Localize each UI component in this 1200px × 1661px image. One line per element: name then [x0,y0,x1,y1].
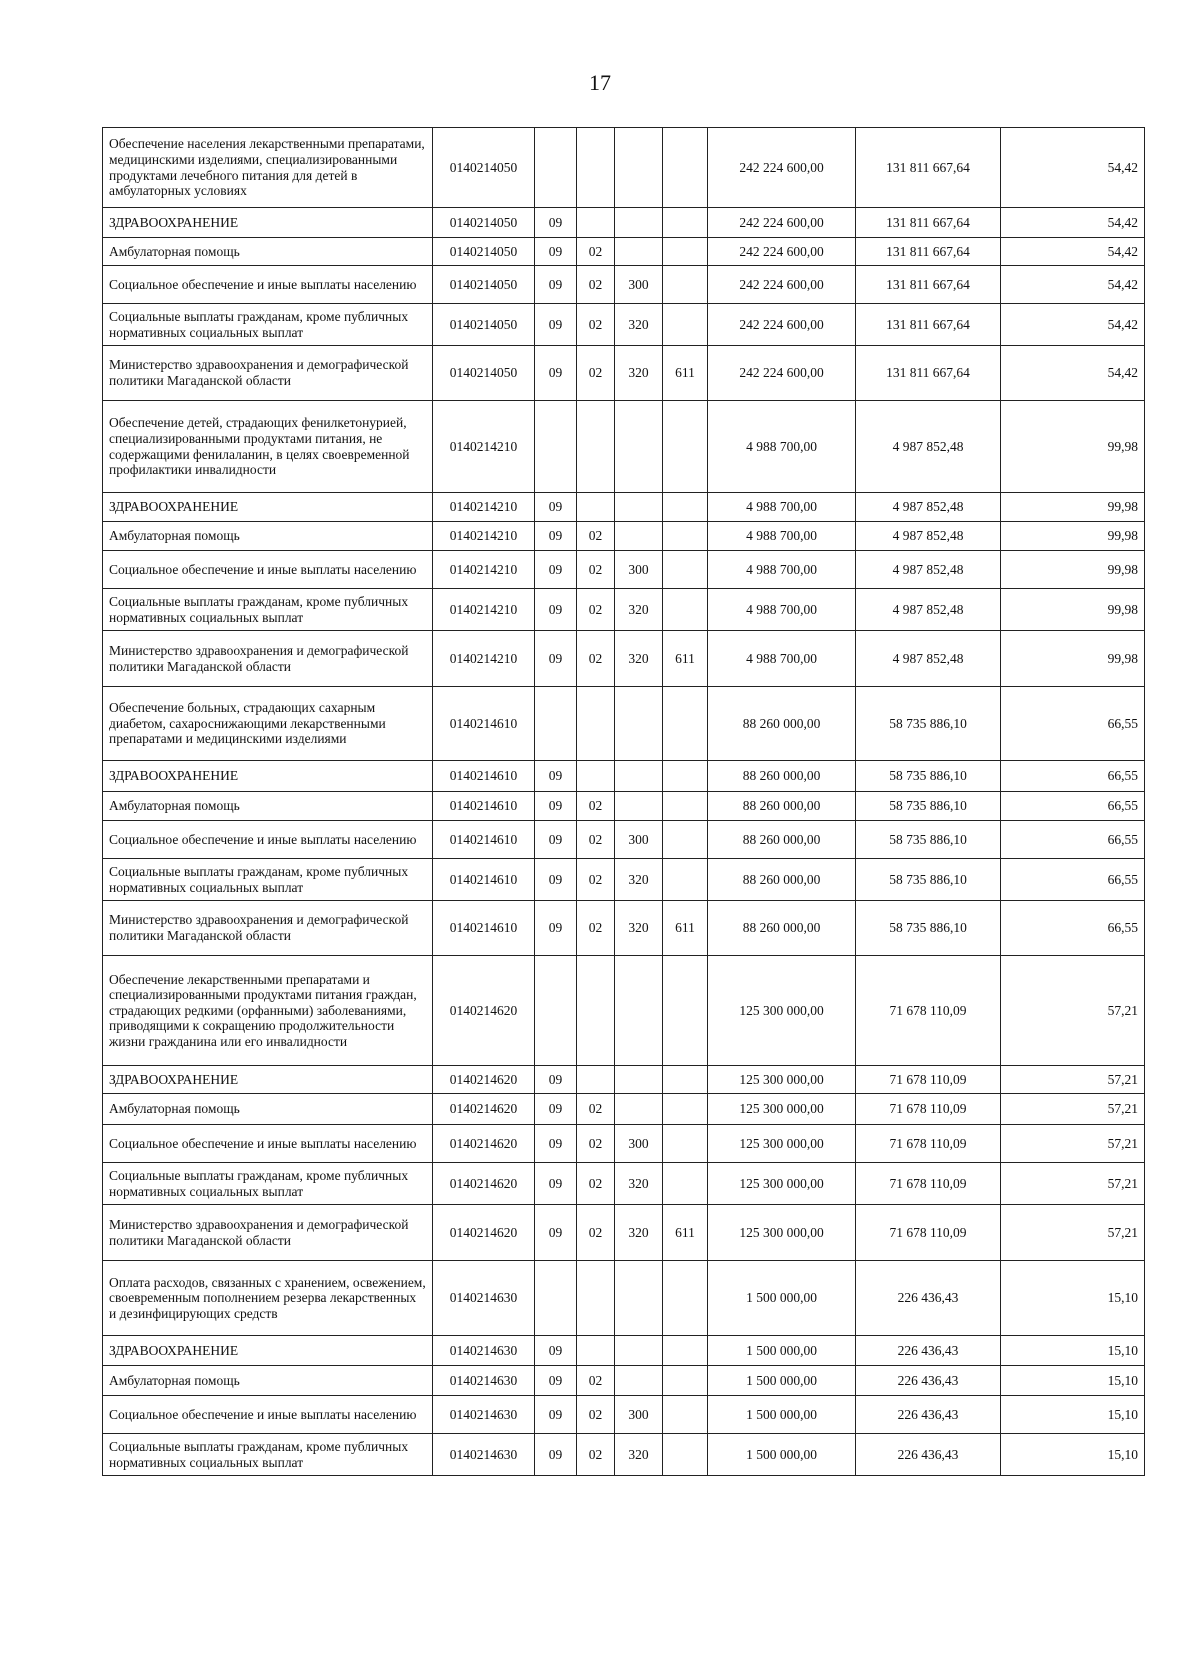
row-subsection: 02 [577,1163,615,1205]
row-target-code: 0140214630 [433,1434,535,1476]
row-grbs [663,522,708,551]
row-name: ЗДРАВООХРАНЕНИЕ [103,761,433,792]
row-target-code: 0140214630 [433,1396,535,1434]
row-grbs [663,208,708,238]
row-grbs [663,589,708,631]
row-section: 09 [535,1434,577,1476]
row-section: 09 [535,493,577,522]
row-percent: 99,98 [1001,401,1145,493]
row-grbs [663,956,708,1066]
row-fact-amount: 4 987 852,48 [856,551,1001,589]
row-fact-amount: 226 436,43 [856,1434,1001,1476]
row-target-code: 0140214630 [433,1336,535,1366]
table-row [103,266,1145,304]
table-row [103,1163,1145,1205]
row-expense-type [615,956,663,1066]
row-expense-type: 320 [615,1434,663,1476]
row-percent: 66,55 [1001,687,1145,761]
row-expense-type [615,238,663,266]
row-grbs [663,1366,708,1396]
row-section: 09 [535,1125,577,1163]
table-row [103,901,1145,956]
row-expense-type [615,128,663,208]
row-plan-amount: 242 224 600,00 [708,266,856,304]
row-percent: 15,10 [1001,1261,1145,1336]
row-grbs [663,821,708,859]
row-section: 09 [535,551,577,589]
row-grbs [663,792,708,821]
table-row [103,238,1145,266]
row-name: Социальное обеспечение и иные выплаты населению [103,266,433,304]
row-percent: 99,98 [1001,493,1145,522]
row-fact-amount: 226 436,43 [856,1396,1001,1434]
row-expense-type [615,522,663,551]
row-percent: 54,42 [1001,346,1145,401]
row-fact-amount: 131 811 667,64 [856,346,1001,401]
row-name: Амбулаторная помощь [103,238,433,266]
page-number: 17 [589,70,611,95]
row-section: 09 [535,266,577,304]
row-plan-amount: 1 500 000,00 [708,1396,856,1434]
table-row [103,1094,1145,1125]
row-fact-amount: 58 735 886,10 [856,901,1001,956]
row-expense-type: 300 [615,1396,663,1434]
row-fact-amount: 226 436,43 [856,1261,1001,1336]
row-percent: 99,98 [1001,551,1145,589]
row-fact-amount: 131 811 667,64 [856,238,1001,266]
row-section: 09 [535,1205,577,1261]
row-expense-type [615,1366,663,1396]
row-section: 09 [535,901,577,956]
row-target-code: 0140214620 [433,956,535,1066]
row-target-code: 0140214610 [433,859,535,901]
row-name: ЗДРАВООХРАНЕНИЕ [103,1336,433,1366]
row-grbs [663,1163,708,1205]
row-name: ЗДРАВООХРАНЕНИЕ [103,1066,433,1094]
row-section [535,401,577,493]
row-plan-amount: 4 988 700,00 [708,631,856,687]
row-target-code: 0140214050 [433,128,535,208]
row-grbs: 611 [663,901,708,956]
row-expense-type [615,493,663,522]
row-name: Социальное обеспечение и иные выплаты населению [103,551,433,589]
row-fact-amount: 131 811 667,64 [856,266,1001,304]
row-subsection: 02 [577,1396,615,1434]
row-plan-amount: 125 300 000,00 [708,956,856,1066]
row-subsection: 02 [577,266,615,304]
row-section [535,128,577,208]
row-expense-type: 300 [615,1125,663,1163]
row-subsection: 02 [577,551,615,589]
table-row [103,128,1145,208]
row-plan-amount: 1 500 000,00 [708,1261,856,1336]
row-target-code: 0140214620 [433,1163,535,1205]
budget-table-body [103,128,1145,1476]
row-plan-amount: 242 224 600,00 [708,208,856,238]
row-plan-amount: 88 260 000,00 [708,901,856,956]
table-row [103,859,1145,901]
row-target-code: 0140214210 [433,551,535,589]
row-name: Обеспечение больных, страдающих сахарным диабетом, сахароснижающими лекарственными препаратами и медицинскими изделиями [103,687,433,761]
row-fact-amount: 71 678 110,09 [856,1205,1001,1261]
row-section: 09 [535,821,577,859]
table-row [103,401,1145,493]
row-subsection: 02 [577,1125,615,1163]
row-target-code: 0140214210 [433,401,535,493]
row-expense-type: 320 [615,346,663,401]
row-name: Социальное обеспечение и иные выплаты населению [103,1396,433,1434]
row-subsection: 02 [577,821,615,859]
row-target-code: 0140214610 [433,901,535,956]
row-plan-amount: 88 260 000,00 [708,821,856,859]
row-subsection: 02 [577,1094,615,1125]
row-expense-type [615,1261,663,1336]
row-name: Социальные выплаты гражданам, кроме публичных нормативных социальных выплат [103,589,433,631]
row-grbs [663,1396,708,1434]
row-plan-amount: 4 988 700,00 [708,589,856,631]
row-expense-type: 300 [615,551,663,589]
row-subsection: 02 [577,792,615,821]
row-name: Социальные выплаты гражданам, кроме публичных нормативных социальных выплат [103,1434,433,1476]
table-row [103,1205,1145,1261]
row-fact-amount: 58 735 886,10 [856,792,1001,821]
row-plan-amount: 125 300 000,00 [708,1125,856,1163]
row-percent: 66,55 [1001,792,1145,821]
row-name: Социальное обеспечение и иные выплаты населению [103,1125,433,1163]
row-grbs: 611 [663,346,708,401]
row-plan-amount: 125 300 000,00 [708,1205,856,1261]
row-expense-type [615,1336,663,1366]
row-plan-amount: 1 500 000,00 [708,1366,856,1396]
row-subsection: 02 [577,859,615,901]
row-fact-amount: 4 987 852,48 [856,631,1001,687]
row-percent: 66,55 [1001,821,1145,859]
row-plan-amount: 88 260 000,00 [708,859,856,901]
row-expense-type: 300 [615,821,663,859]
row-name: Социальные выплаты гражданам, кроме публичных нормативных социальных выплат [103,304,433,346]
row-subsection [577,401,615,493]
row-section: 09 [535,346,577,401]
table-row [103,522,1145,551]
row-target-code: 0140214050 [433,304,535,346]
row-grbs: 611 [663,1205,708,1261]
row-subsection: 02 [577,304,615,346]
row-percent: 66,55 [1001,761,1145,792]
table-row [103,589,1145,631]
row-expense-type: 300 [615,266,663,304]
row-subsection [577,1336,615,1366]
row-section: 09 [535,1066,577,1094]
row-fact-amount: 71 678 110,09 [856,1125,1001,1163]
table-row [103,304,1145,346]
row-subsection: 02 [577,1366,615,1396]
row-percent: 57,21 [1001,1125,1145,1163]
row-target-code: 0140214610 [433,687,535,761]
row-expense-type: 320 [615,589,663,631]
row-fact-amount: 58 735 886,10 [856,821,1001,859]
row-name: Амбулаторная помощь [103,792,433,821]
row-name: Социальные выплаты гражданам, кроме публичных нормативных социальных выплат [103,1163,433,1205]
row-percent: 15,10 [1001,1396,1145,1434]
row-grbs [663,687,708,761]
row-grbs [663,304,708,346]
row-subsection [577,956,615,1066]
row-target-code: 0140214630 [433,1366,535,1396]
row-grbs [663,266,708,304]
row-plan-amount: 1 500 000,00 [708,1336,856,1366]
row-section: 09 [535,859,577,901]
row-name: Социальное обеспечение и иные выплаты населению [103,821,433,859]
row-plan-amount: 242 224 600,00 [708,304,856,346]
row-subsection: 02 [577,346,615,401]
table-row [103,956,1145,1066]
row-expense-type: 320 [615,901,663,956]
row-subsection: 02 [577,631,615,687]
row-name: ЗДРАВООХРАНЕНИЕ [103,493,433,522]
row-percent: 54,42 [1001,208,1145,238]
row-fact-amount: 131 811 667,64 [856,128,1001,208]
row-percent: 66,55 [1001,859,1145,901]
row-subsection [577,493,615,522]
table-row [103,1366,1145,1396]
row-percent: 54,42 [1001,304,1145,346]
row-target-code: 0140214050 [433,208,535,238]
row-subsection [577,208,615,238]
row-subsection [577,128,615,208]
row-grbs [663,493,708,522]
row-name: Социальные выплаты гражданам, кроме публичных нормативных социальных выплат [103,859,433,901]
row-expense-type [615,1094,663,1125]
row-percent: 54,42 [1001,238,1145,266]
row-section: 09 [535,208,577,238]
row-name: Амбулаторная помощь [103,1094,433,1125]
row-fact-amount: 226 436,43 [856,1366,1001,1396]
row-percent: 57,21 [1001,1094,1145,1125]
row-target-code: 0140214610 [433,821,535,859]
row-grbs [663,1094,708,1125]
row-name: ЗДРАВООХРАНЕНИЕ [103,208,433,238]
table-row [103,631,1145,687]
row-fact-amount: 4 987 852,48 [856,493,1001,522]
row-fact-amount: 4 987 852,48 [856,522,1001,551]
row-grbs [663,1434,708,1476]
row-target-code: 0140214210 [433,493,535,522]
row-section [535,687,577,761]
row-fact-amount: 131 811 667,64 [856,304,1001,346]
row-name: Обеспечение населения лекарственными препаратами, медицинскими изделиями, специализированными продуктами лечебного питания для детей в амбулаторных условиях [103,128,433,208]
row-fact-amount: 58 735 886,10 [856,761,1001,792]
row-section: 09 [535,522,577,551]
row-percent: 57,21 [1001,1066,1145,1094]
row-plan-amount: 4 988 700,00 [708,401,856,493]
row-target-code: 0140214630 [433,1261,535,1336]
row-section: 09 [535,238,577,266]
row-plan-amount: 1 500 000,00 [708,1434,856,1476]
row-plan-amount: 4 988 700,00 [708,493,856,522]
row-expense-type [615,1066,663,1094]
row-expense-type [615,687,663,761]
row-fact-amount: 71 678 110,09 [856,1094,1001,1125]
row-section [535,1261,577,1336]
row-grbs [663,1336,708,1366]
row-target-code: 0140214050 [433,346,535,401]
row-fact-amount: 71 678 110,09 [856,1066,1001,1094]
row-target-code: 0140214610 [433,761,535,792]
row-subsection [577,1066,615,1094]
row-subsection [577,687,615,761]
row-section: 09 [535,631,577,687]
table-row [103,687,1145,761]
row-target-code: 0140214620 [433,1094,535,1125]
row-section: 09 [535,1094,577,1125]
row-subsection: 02 [577,1434,615,1476]
row-name: Министерство здравоохранения и демографической политики Магаданской области [103,346,433,401]
budget-table [102,127,1145,1476]
row-fact-amount: 131 811 667,64 [856,208,1001,238]
row-fact-amount: 226 436,43 [856,1336,1001,1366]
row-percent: 15,10 [1001,1336,1145,1366]
table-row [103,346,1145,401]
row-target-code: 0140214210 [433,589,535,631]
table-row [103,761,1145,792]
row-grbs: 611 [663,631,708,687]
row-section: 09 [535,1366,577,1396]
table-row [103,792,1145,821]
row-expense-type: 320 [615,859,663,901]
row-target-code: 0140214620 [433,1205,535,1261]
row-plan-amount: 125 300 000,00 [708,1066,856,1094]
row-expense-type: 320 [615,1163,663,1205]
row-plan-amount: 88 260 000,00 [708,792,856,821]
row-grbs [663,859,708,901]
table-row [103,1066,1145,1094]
row-grbs [663,1261,708,1336]
row-target-code: 0140214620 [433,1066,535,1094]
table-row [103,1396,1145,1434]
row-percent: 66,55 [1001,901,1145,956]
row-subsection: 02 [577,522,615,551]
row-fact-amount: 4 987 852,48 [856,589,1001,631]
row-grbs [663,1125,708,1163]
row-grbs [663,551,708,589]
row-target-code: 0140214050 [433,238,535,266]
table-row [103,1336,1145,1366]
row-percent: 99,98 [1001,522,1145,551]
row-section: 09 [535,792,577,821]
row-percent: 15,10 [1001,1434,1145,1476]
row-plan-amount: 242 224 600,00 [708,128,856,208]
row-target-code: 0140214210 [433,631,535,687]
row-percent: 57,21 [1001,1163,1145,1205]
row-fact-amount: 71 678 110,09 [856,956,1001,1066]
row-plan-amount: 88 260 000,00 [708,761,856,792]
row-name: Амбулаторная помощь [103,1366,433,1396]
row-percent: 99,98 [1001,631,1145,687]
row-fact-amount: 58 735 886,10 [856,859,1001,901]
row-name: Оплата расходов, связанных с хранением, освежением, своевременным пополнением резерва лекарственных и дезинфицирующих средств [103,1261,433,1336]
row-target-code: 0140214610 [433,792,535,821]
table-row [103,551,1145,589]
row-expense-type: 320 [615,631,663,687]
row-plan-amount: 242 224 600,00 [708,346,856,401]
row-grbs [663,128,708,208]
row-section: 09 [535,1163,577,1205]
row-section: 09 [535,761,577,792]
row-target-code: 0140214620 [433,1125,535,1163]
row-subsection: 02 [577,238,615,266]
row-expense-type [615,792,663,821]
row-fact-amount: 4 987 852,48 [856,401,1001,493]
row-name: Министерство здравоохранения и демографической политики Магаданской области [103,631,433,687]
row-subsection [577,1261,615,1336]
row-plan-amount: 88 260 000,00 [708,687,856,761]
row-plan-amount: 125 300 000,00 [708,1163,856,1205]
row-name: Обеспечение лекарственными препаратами и специализированными продуктами питания граждан, страдающих редкими (орфанными) заболеваниями, приводящими к сокращению продолжительности жизни гражданина или его инвалидности [103,956,433,1066]
row-expense-type [615,208,663,238]
row-expense-type [615,761,663,792]
row-expense-type [615,401,663,493]
row-subsection: 02 [577,1205,615,1261]
row-target-code: 0140214050 [433,266,535,304]
table-row [103,493,1145,522]
row-section: 09 [535,589,577,631]
table-row [103,1125,1145,1163]
row-section: 09 [535,304,577,346]
row-grbs [663,1066,708,1094]
table-row [103,1261,1145,1336]
row-grbs [663,401,708,493]
row-expense-type: 320 [615,1205,663,1261]
row-fact-amount: 71 678 110,09 [856,1163,1001,1205]
row-grbs [663,761,708,792]
row-name: Министерство здравоохранения и демографической политики Магаданской области [103,901,433,956]
row-subsection: 02 [577,589,615,631]
row-grbs [663,238,708,266]
table-row [103,821,1145,859]
table-row [103,1434,1145,1476]
row-plan-amount: 125 300 000,00 [708,1094,856,1125]
row-subsection: 02 [577,901,615,956]
row-percent: 15,10 [1001,1366,1145,1396]
row-plan-amount: 242 224 600,00 [708,238,856,266]
row-section: 09 [535,1336,577,1366]
row-percent: 57,21 [1001,1205,1145,1261]
row-percent: 54,42 [1001,128,1145,208]
row-name: Амбулаторная помощь [103,522,433,551]
row-section [535,956,577,1066]
row-section: 09 [535,1396,577,1434]
row-plan-amount: 4 988 700,00 [708,551,856,589]
row-fact-amount: 58 735 886,10 [856,687,1001,761]
row-name: Министерство здравоохранения и демографической политики Магаданской области [103,1205,433,1261]
row-name: Обеспечение детей, страдающих фенилкетонурией, специализированными продуктами питания, не содержащими фенилаланин, в целях своевременной профилактики инвалидности [103,401,433,493]
row-plan-amount: 4 988 700,00 [708,522,856,551]
row-target-code: 0140214210 [433,522,535,551]
row-percent: 57,21 [1001,956,1145,1066]
row-percent: 54,42 [1001,266,1145,304]
table-row [103,208,1145,238]
row-percent: 99,98 [1001,589,1145,631]
row-subsection [577,761,615,792]
row-expense-type: 320 [615,304,663,346]
